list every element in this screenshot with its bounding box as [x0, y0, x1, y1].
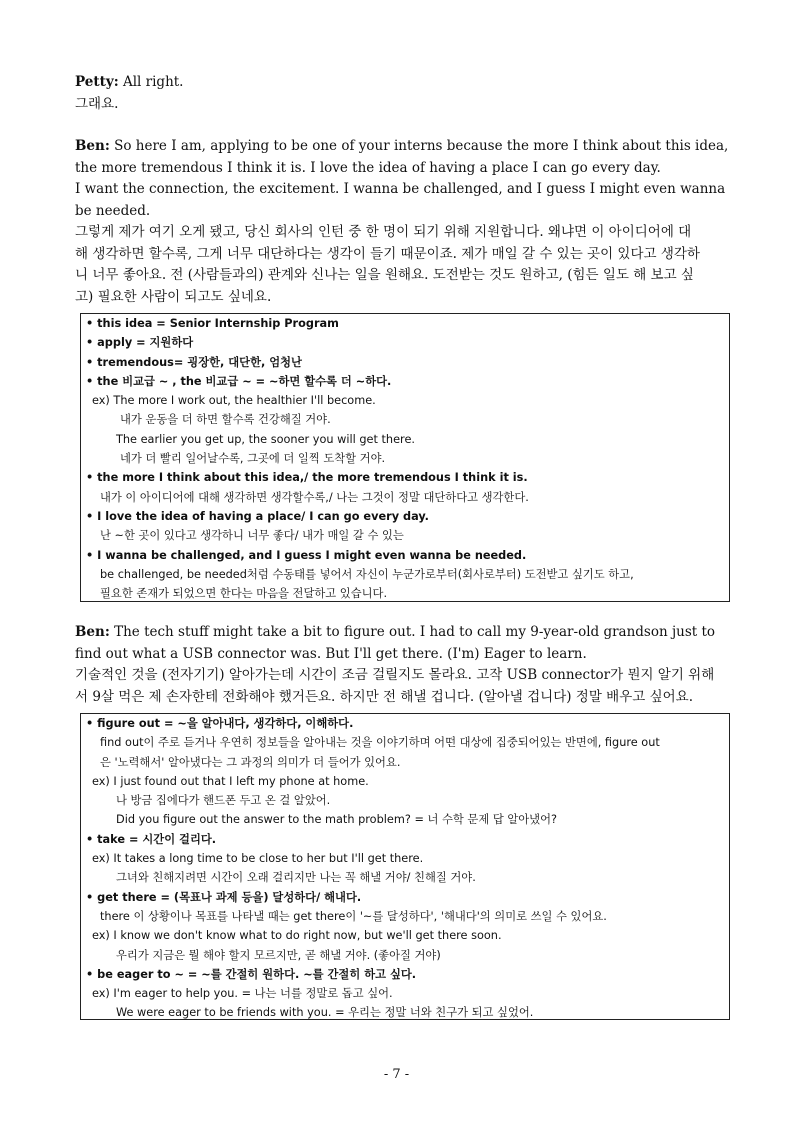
dialogue-ben-1	[75, 136, 735, 308]
note-line: • the more I think about this idea,/ the more tremendous I think it is.	[86, 471, 528, 485]
dialogue-line: So here I am, applying to be one of your interns because the more I think about this idea,	[109, 138, 729, 154]
translation-line: 서 9살 먹은 제 손자한테 전화해야 했거든요. 하지만 전 해낼 겁니다. (알아낼 겁니다) 정말 배우고 싶어요.	[75, 688, 694, 705]
vocabulary-box-1	[80, 313, 730, 602]
note-line: We were eager to be friends with you. = 우리는 정말 너와 친구가 되고 싶었어.	[116, 1006, 534, 1020]
speaker-label: Ben:	[75, 138, 110, 154]
dialogue-line: find out what a USB connector was. But I'll get there. (I'm) Eager to learn.	[75, 645, 587, 662]
note-line: ex) I know we don't know what to do right now, but we'll get there soon.	[92, 929, 502, 943]
dialogue-line: I want the connection, the excitement. I wanna be challenged, and I guess I might even wanna	[75, 181, 726, 197]
translation-line: 그래요.	[75, 95, 119, 112]
note-line: The earlier you get up, the sooner you will get there.	[116, 432, 415, 446]
note-line: • take = 시간이 걸리다.	[86, 832, 217, 846]
note-line: • get there = (목표나 과제 등을) 달성하다/ 해내다.	[86, 890, 362, 904]
note-line: • be eager to ~ = ~를 간절히 원하다. ~를 간절히 하고 싶다.	[86, 967, 417, 981]
dialogue-ben-2	[75, 622, 735, 708]
note-line: • I wanna be challenged, and I guess I might even wanna be needed.	[86, 548, 527, 562]
note-line: Did you figure out the answer to the math problem? = 너 수학 문제 답 알아냈어?	[116, 813, 557, 827]
note-line: • the 비교급 ~ , the 비교급 ~ = ~하면 할수록 더 ~하다.	[86, 374, 392, 388]
dialogue-line: The tech stuff might take a bit to figure out. I had to call my 9-year-old grandson just to	[109, 624, 716, 640]
dialogue-petty	[75, 72, 735, 115]
note-line: ex) It takes a long time to be close to her but I'll get there.	[92, 852, 424, 866]
translation-line: 고) 필요한 사람이 되고도 싶네요.	[75, 288, 272, 305]
note-line: 네가 더 빨리 일어날수록, 그곳에 더 일찍 도착할 거야.	[120, 452, 386, 466]
note-line: ex) I just found out that I left my phone at home.	[92, 774, 369, 788]
note-line: 내가 이 아이디어에 대해 생각하면 생각할수록,/ 나는 그것이 정말 대단하다고 생각한다.	[100, 490, 529, 504]
note-line: ex) The more I work out, the healthier I'll become.	[92, 394, 376, 408]
note-line: • this idea = Senior Internship Program	[86, 317, 339, 330]
note-line: • apply = 지원하다	[86, 336, 194, 350]
dialogue-line: the more tremendous I think it is. I love the idea of having a place I can go every day.	[75, 159, 661, 176]
vocabulary-box-2	[80, 713, 730, 1020]
note-line: there 이 상황이나 목표를 나타낼 때는 get there이 '~를 달성하다', '해내다'의 의미로 쓰일 수 있어요.	[100, 909, 607, 923]
page-number: - 7 -	[383, 1067, 410, 1082]
dialogue-line: All right.	[118, 74, 184, 90]
note-line: • tremendous= 굉장한, 대단한, 엄청난	[86, 355, 302, 369]
note-line: ex) I'm eager to help you. = 나는 너를 정말로 돕고 싶어.	[92, 987, 393, 1001]
note-line: be challenged, be needed처럼 수동태를 넣어서 자신이 누군가로부터(회사로부터) 도전받고 싶기도 하고,	[100, 567, 634, 581]
speaker-label: Petty:	[75, 74, 119, 90]
translation-line: 그렇게 제가 여기 오게 됐고, 당신 회사의 인턴 중 한 명이 되기 위해 지원합니다. 왜냐면 이 아이디어에 대	[75, 224, 692, 240]
note-line: 은 '노력해서' 알아냈다는 그 과정의 의미가 더 들어가 있어요.	[100, 755, 401, 769]
translation-line: 기술적인 것을 (전자기기) 알아가는데 시간이 조금 걸릴지도 몰라요. 고작 USB connector가 뭔지 알기 위해	[75, 667, 715, 683]
note-line: 필요한 존재가 되었으면 한다는 마음을 전달하고 있습니다.	[100, 587, 388, 601]
note-line: 난 ~한 곳이 있다고 생각하니 너무 좋다/ 내가 매일 갈 수 있는	[100, 529, 404, 543]
translation-line: 니 너무 좋아요. 전 (사람들과의) 관계와 신나는 일을 원해요. 도전받는 것도 원하고, (힘든 일도 해 보고 싶	[75, 267, 694, 283]
note-line: 나 방금 집에다가 핸드폰 두고 온 걸 알았어.	[116, 794, 331, 808]
note-line: find out이 주로 듣거나 우연히 정보들을 알아내는 것을 이야기하며 어떤 대상에 집중되어있는 반면에, figure out	[100, 736, 660, 750]
note-line: 그녀와 친해지려면 시간이 오래 걸리지만 나는 꼭 해낼 거야/ 친해질 거야.	[116, 871, 476, 885]
note-line: • figure out = ~을 알아내다, 생각하다, 이해하다.	[86, 717, 354, 730]
translation-line: 해 생각하면 할수록, 그게 너무 대단하다는 생각이 들기 때문이죠. 제가 매일 갈 수 있는 곳이 있다고 생각하	[75, 245, 700, 262]
note-line: • I love the idea of having a place/ I can go every day.	[86, 509, 429, 523]
note-line: 우리가 지금은 뭘 해야 할지 모르지만, 곧 해낼 거야. (좋아질 거야)	[116, 948, 441, 962]
speaker-label: Ben:	[75, 624, 110, 640]
dialogue-line: be needed.	[75, 202, 151, 219]
note-line: 내가 운동을 더 하면 할수록 건강해질 거야.	[120, 413, 331, 427]
